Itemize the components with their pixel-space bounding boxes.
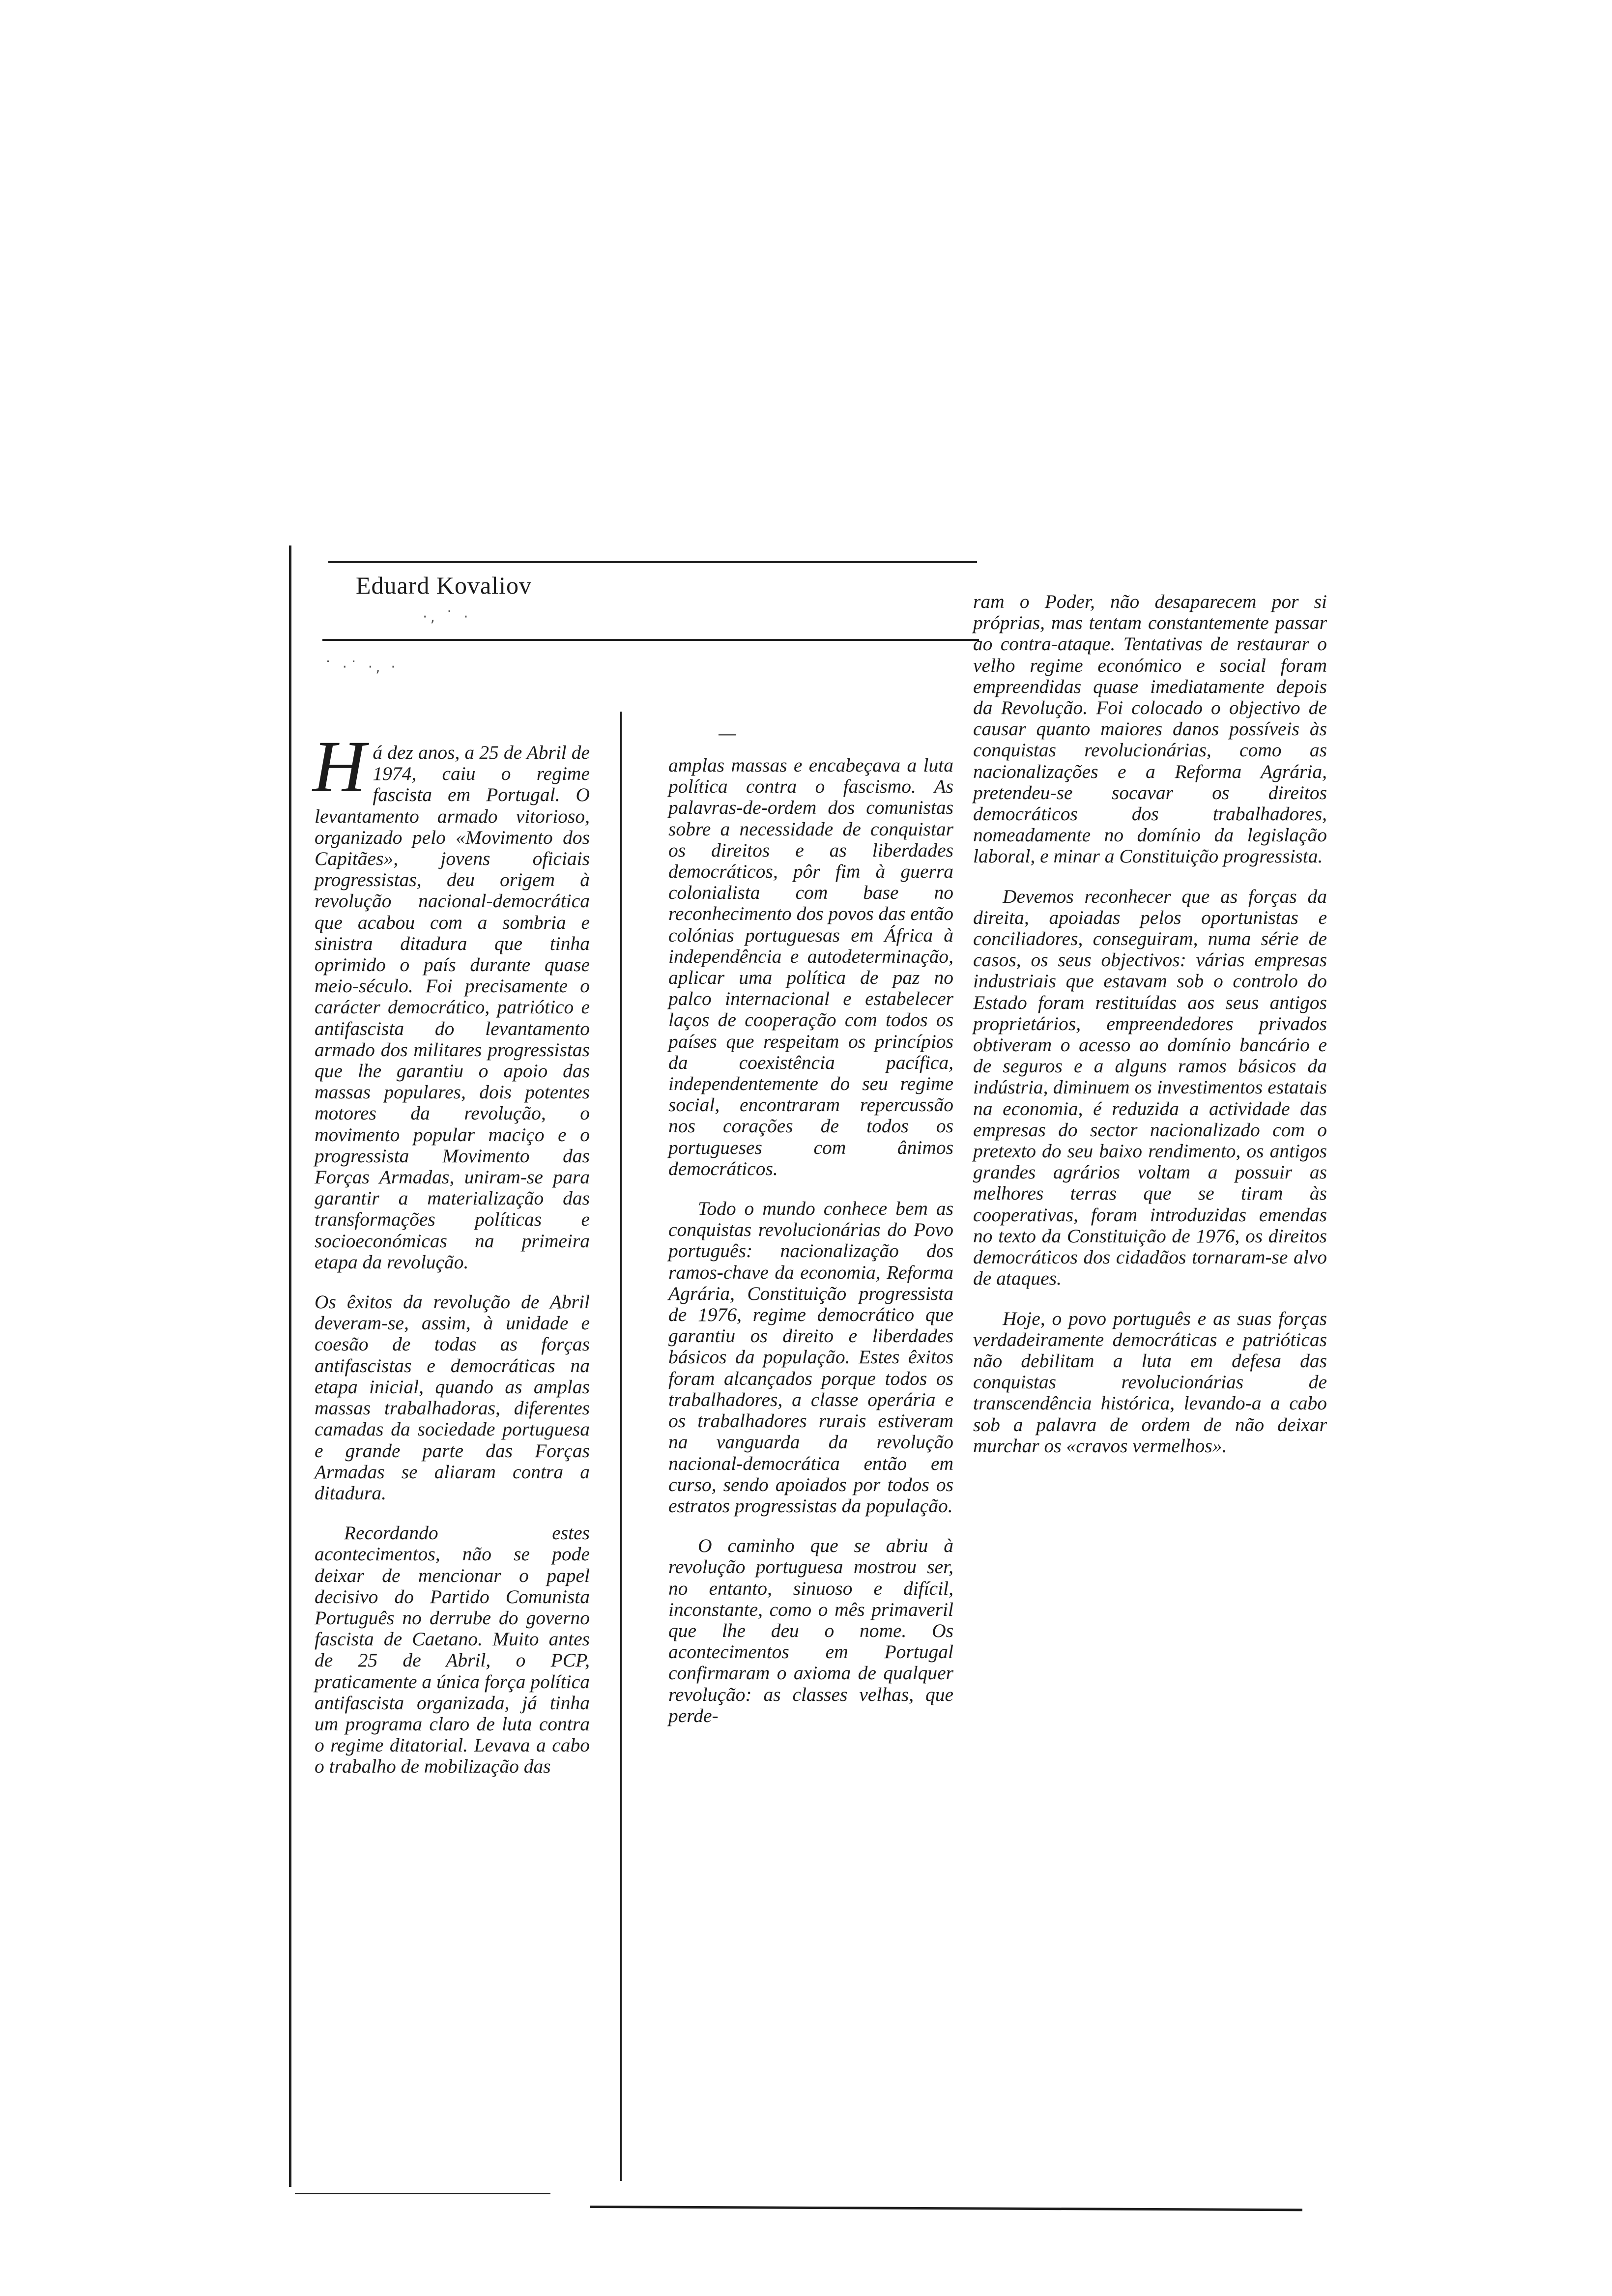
paragraph: Recordando estes acontecimentos, não se pode deixar de mencionar o papel decisivo do Partido Comunista Português no derrube do governo fascista de Caetano. Muito antes de 25 de Abril, o PCP, praticamente a única força política antifascista organizada, já tinha um programa claro de luta contra o regime ditatorial. Levava a cabo o trabalho de mobilização das — [315, 1522, 590, 1778]
author-name: Eduard Kovaliov — [356, 572, 532, 599]
paragraph: O caminho que se abriu à revolução portuguesa mostrou ser, no entanto, sinuoso e difícil, inconstante, como o mês primaveril que lhe deu o nome. Os acontecimentos em Portugal confirmaram o axioma de qualquer revolução: as classes velhas, que perde- — [668, 1535, 953, 1726]
paragraph: amplas massas e encabeçava a luta política contra o fascismo. As palavras-de-ordem dos comunistas sobre a necessidade de conquistar os direitos e as liberdades democráticos, pôr fim à guerra colonialista com base no reconhecimento dos povos das então colónias portuguesas em África à independência e autodeterminação, aplicar uma política de paz no palco internacional e estabelecer laços de cooperação com todos os países que respeitam os princípios da coexistência pacífica, independentemente do seu regime social, encontraram repercussão nos corações de todos os portugueses com ânimos democráticos. — [668, 754, 953, 1179]
header-rule-bottom — [322, 639, 979, 641]
paragraph: Hoje, o povo português e as suas forças verdadeiramente democráticas e patrióticas não debilitam a luta em defesa das conquistas revolucionárias de transcendência histórica, levando-a a cabo sob a palavra de ordem de não deixar murchar os «cravos vermelhos». — [973, 1307, 1327, 1457]
header-rule-top — [328, 561, 977, 563]
article-column-2 — [668, 755, 953, 1745]
column-divider-1 — [620, 712, 622, 2181]
bottom-rule-short — [295, 2193, 550, 2194]
article-column-1 — [313, 726, 590, 1796]
drop-cap: H — [313, 726, 366, 807]
paragraph: ram o Poder, não desaparecem por si próprias, mas tentam constantemente passar ao contra-ataque. Tentativas de restaurar o velho regime económico e social foram empreendidas quase imediatamente depois da Revolução. Foi colocado o objectivo de causar quanto maiores danos possíveis às conquistas revolucionárias, como as nacionalizações e a Reforma Agrária, pretendeu-se socavar os direitos democráticos dos trabalhadores, nomeadamente no domínio da legislação laboral, e minar a Constituição progressista. — [973, 591, 1327, 867]
left-border-line — [289, 545, 291, 2187]
paragraph-text: á dez anos, a 25 de Abril de 1974, caiu o regime fascista em Portugal. O levantamento armado vitorioso, organizado pelo «Movimento dos Capitães», jovens oficiais progressistas, deu origem à revolução nacional-democrática que acabou com a sombria e sinistra ditadura que tinha oprimido o país durante quase meio-século. Foi precisamente o carácter democrático, patriótico e antifascista do levantamento armado dos militares progressistas que lhe garantiu o apoio das massas populares, dois potentes motores da revolução, o movimento popular maciço e o progressista Movimento das Forças Armadas, uniram-se para garantir a materialização das transformações políticas e socioeconómicas na primeira etapa da revolução. — [315, 742, 590, 1273]
article-column-3 — [973, 591, 1327, 1475]
paragraph: Devemos reconhecer que as forças da direita, apoiadas pelos oportunistas e conciliadores, conseguiram, numa série de casos, os seus objectivos: várias empresas industriais que estavam sob o controlo do Estado foram restituídas aos seus antigos proprietários, empreendedores privados obtiveram o acesso ao domínio bancário e de seguros e a alguns ramos básicos da indústria, diminuem os investimentos estatais na economia, é reduzida a actividade das empresas do sector nacionalizado com o pretexto do seu baixo rendimento, os antigos grandes agrários voltam a possuir as melhores terras que se tiram às cooperativas, foram introduzidas emendas no texto da Constituição de 1976, os direitos democráticos dos cidadãos tornaram-se alvo de ataques. — [973, 885, 1327, 1290]
paragraph: Todo o mundo conhece bem as conquistas revolucionárias do Povo português: nacionalização dos ramos-chave da economia, Reforma Agrária, Constituição progressista de 1976, regime democrático que garantiu os direito e liberdades básicos da população. Estes êxitos foram alcançados porque todos os trabalhadores, a classe operária e os trabalhadores rurais estiveram na vanguarda da revolução nacional-democrática então em curso, sendo apoiados por todos os estratos progressistas da população. — [668, 1198, 953, 1517]
scan-speckle: ˙ ·˙ ·, · — [324, 659, 399, 676]
scan-speckle: ·, ˙ · — [423, 608, 471, 626]
scan-speckle: — — [718, 722, 740, 745]
paragraph: Os êxitos da revolução de Abril deveram-se, assim, à unidade e coesão de todas as forças antifascistas e democráticas na etapa inicial, quando as amplas massas trabalhadoras, diferentes camadas da sociedade portuguesa e grande parte das Forças Armadas se aliaram contra a ditadura. — [315, 1291, 590, 1504]
paragraph — [313, 726, 590, 1273]
bottom-rule — [590, 2206, 1302, 2211]
